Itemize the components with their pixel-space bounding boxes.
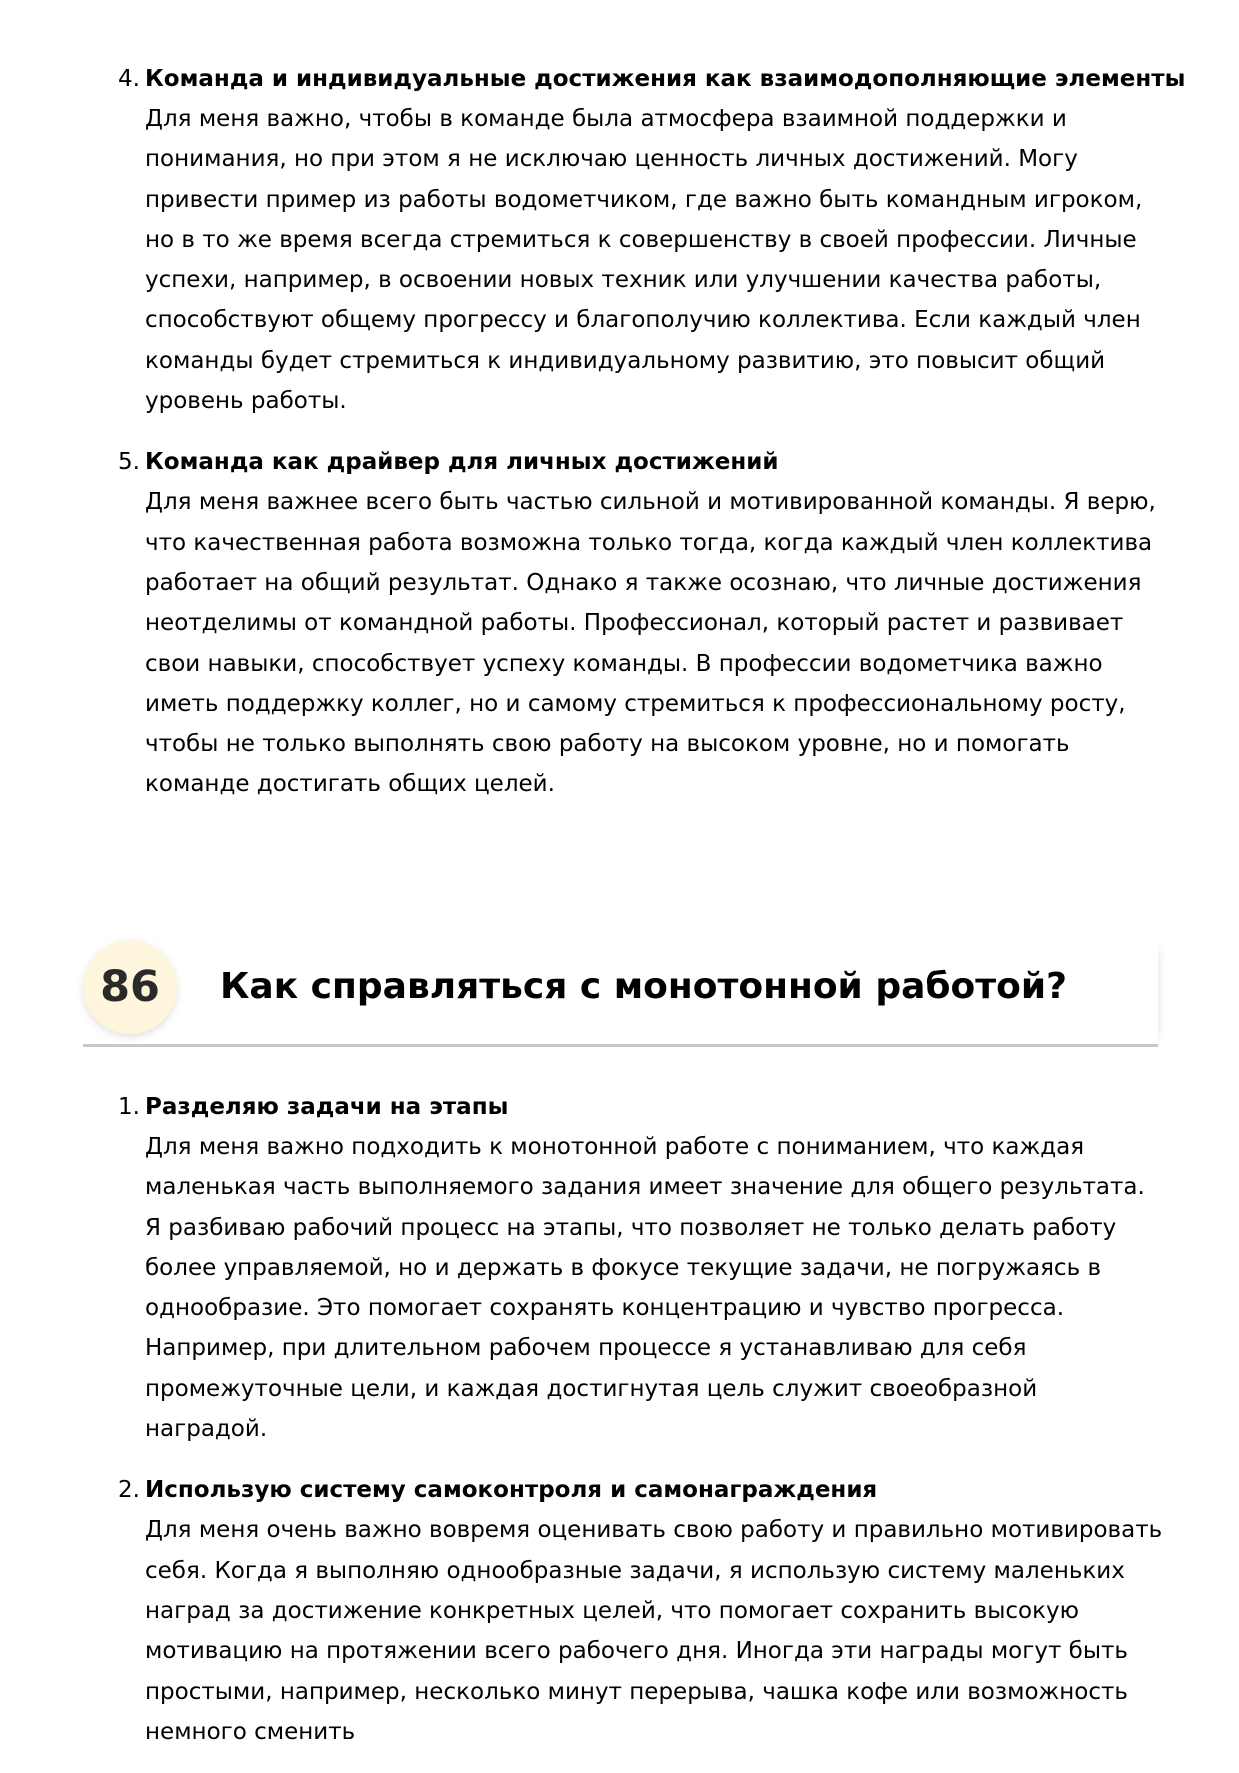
item-number: 1. <box>118 1094 140 1120</box>
item-title: Использую систему самоконтроля и самонаграждения <box>145 1477 878 1504</box>
answer-list-bottom <box>118 1087 1163 1773</box>
list-item <box>118 442 1163 804</box>
section-title: Как справляться с монотонной работой? <box>220 966 1067 1007</box>
item-body: Для меня важно подходить к монотонной работе с пониманием, что каждая маленькая часть выполняемого задания имеет значение для общего результата. Я разбиваю рабочий процесс на этапы, что позволяет не только делать работу более управляемой, но и держать в фокусе текущие задачи, не погружаясь в однообразие. Это помогает сохранять концентрацию и чувство прогресса. Например, при длительном рабочем процессе я устанавливаю для себя промежуточные цели, и каждая достигнутая цель служит своеобразной наградой. <box>145 1134 1145 1443</box>
item-body: Для меня важно, чтобы в команде была атмосфера взаимной поддержки и понимания, но при этом я не исключаю ценность личных достижений. Могу привести пример из работы водометчиком, где важно быть командным игроком, но в то же время всегда стремиться к совершенству в своей профессии. Личные успехи, например, в освоении новых техник или улучшении качества работы, способствуют общему прогрессу и благополучию коллектива. Если каждый член команды будет стремиться к индивидуальному развитию, это повысит общий уровень работы. <box>145 106 1143 415</box>
section-number-badge: 86 <box>83 940 177 1034</box>
item-title: Команда как драйвер для личных достижений <box>145 449 779 476</box>
item-body: Для меня очень важно вовремя оценивать свою работу и правильно мотивировать себя. Когда я выполняю однообразные задачи, я использую систему маленьких наград за достижение конкретных целей, что помогает сохранить высокую мотивацию на протяжении всего рабочего дня. Иногда эти награды могут быть простыми, например, несколько минут перерыва, чашка кофе или возможность немного сменить <box>145 1517 1163 1745</box>
list-item <box>118 1087 1163 1449</box>
list-item <box>118 1470 1163 1752</box>
section-header <box>83 940 1158 1047</box>
answer-list-top <box>118 59 1186 826</box>
item-number: 5. <box>118 449 140 476</box>
item-title: Разделяю задачи на этапы <box>145 1094 509 1120</box>
item-number: 2. <box>118 1477 140 1504</box>
list-item <box>118 59 1186 421</box>
item-number: 4. <box>118 66 140 92</box>
item-title: Команда и индивидуальные достижения как взаимодополняющие элементы <box>145 66 1186 92</box>
item-body: Для меня важнее всего быть частью сильной и мотивированной команды. Я верю, что качественная работа возможна только тогда, когда каждый член коллектива работает на общий результат. Однако я также осознаю, что личные достижения неотделимы от командной работы. Профессионал, который растет и развивает свои навыки, способствует успеху команды. В профессии водометчика важно иметь поддержку коллег, но и самому стремиться к профессиональному росту, чтобы не только выполнять свою работу на высоком уровне, но и помогать команде достигать общих целей. <box>145 489 1156 798</box>
